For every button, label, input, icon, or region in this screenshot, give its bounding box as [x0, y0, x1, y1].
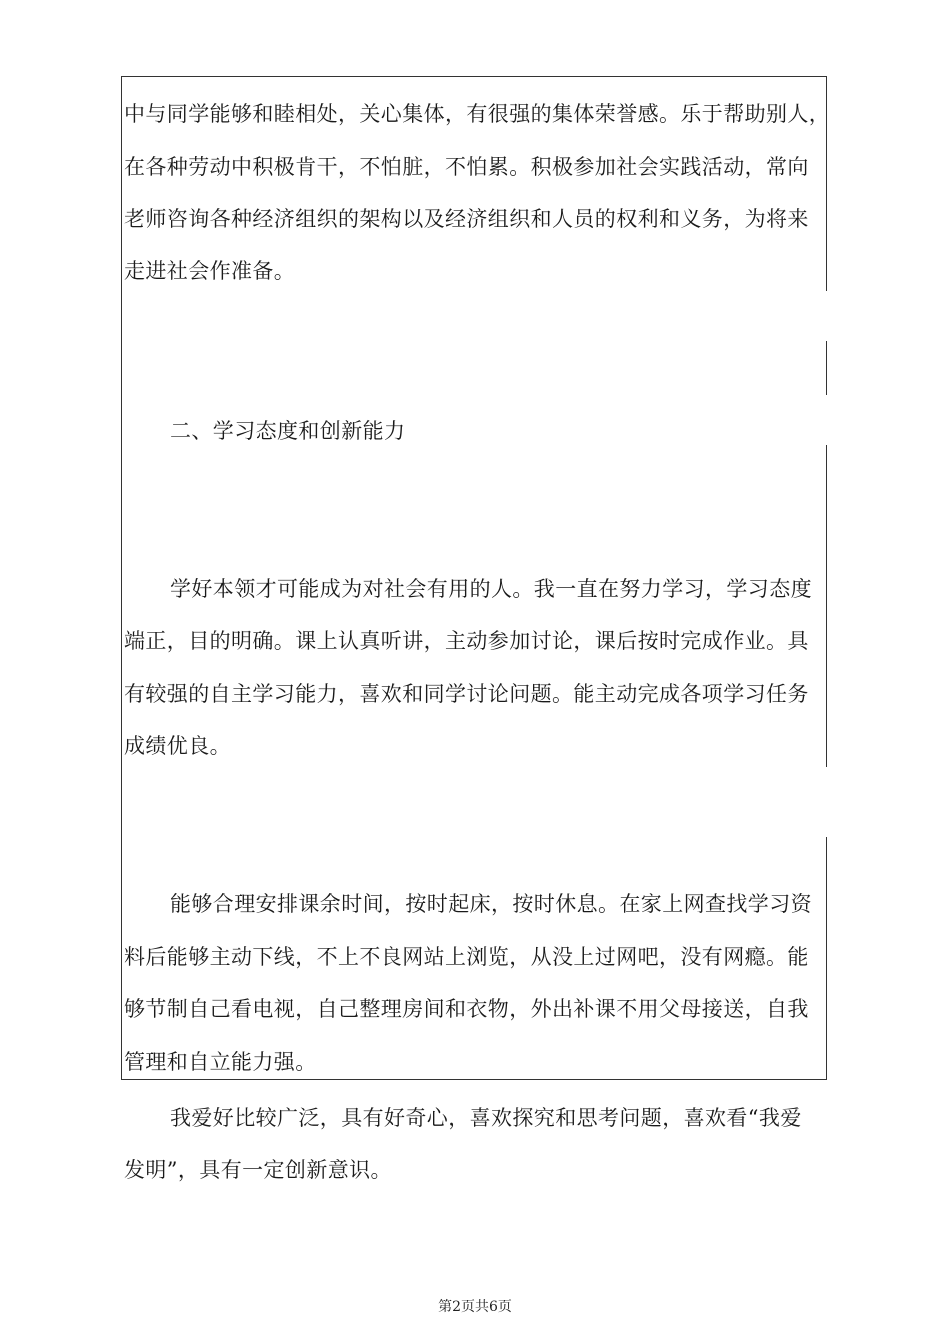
border-gap	[824, 291, 828, 341]
paragraph-line: 成绩优良。	[124, 734, 231, 758]
paragraph-line: 管理和自立能力强。	[124, 1050, 317, 1074]
paragraph-line: 够节制自己看电视，自己整理房间和衣物，外出补课不用父母接送，自我	[124, 997, 809, 1021]
paragraph-line: 在各种劳动中积极肯干，不怕脏，不怕累。积极参加社会实践活动，常向	[124, 155, 809, 179]
paragraph-line: 能够合理安排课余时间，按时起床，按时休息。在家上网查找学习资	[170, 892, 812, 916]
border-gap	[824, 395, 828, 445]
paragraph-line: 我爱好比较广泛，具有好奇心，喜欢探究和思考问题，喜欢看“我爱	[170, 1106, 802, 1130]
section-heading: 二、学习态度和创新能力	[170, 419, 406, 443]
paragraph-line: 料后能够主动下线，不上不良网站上浏览，从没上过网吧，没有网瘾。能	[124, 945, 809, 969]
paragraph-line: 走进社会作准备。	[124, 259, 296, 283]
paragraph-line: 端正，目的明确。课上认真听讲，主动参加讨论，课后按时完成作业。具	[124, 629, 809, 653]
page-number: 第2页共6页	[438, 1299, 512, 1315]
border-gap	[824, 767, 828, 837]
paragraph-line: 中与同学能够和睦相处，关心集体，有很强的集体荣誉感。乐于帮助别人，	[124, 102, 831, 126]
paragraph-line: 老师咨询各种经济组织的架构以及经济组织和人员的权利和义务，为将来	[124, 207, 809, 231]
paragraph-line: 发明”，具有一定创新意识。	[124, 1158, 392, 1182]
paragraph-line: 有较强的自主学习能力，喜欢和同学讨论问题。能主动完成各项学习任务	[124, 682, 809, 706]
paragraph-line: 学好本领才可能成为对社会有用的人。我一直在努力学习，学习态度	[170, 577, 812, 601]
